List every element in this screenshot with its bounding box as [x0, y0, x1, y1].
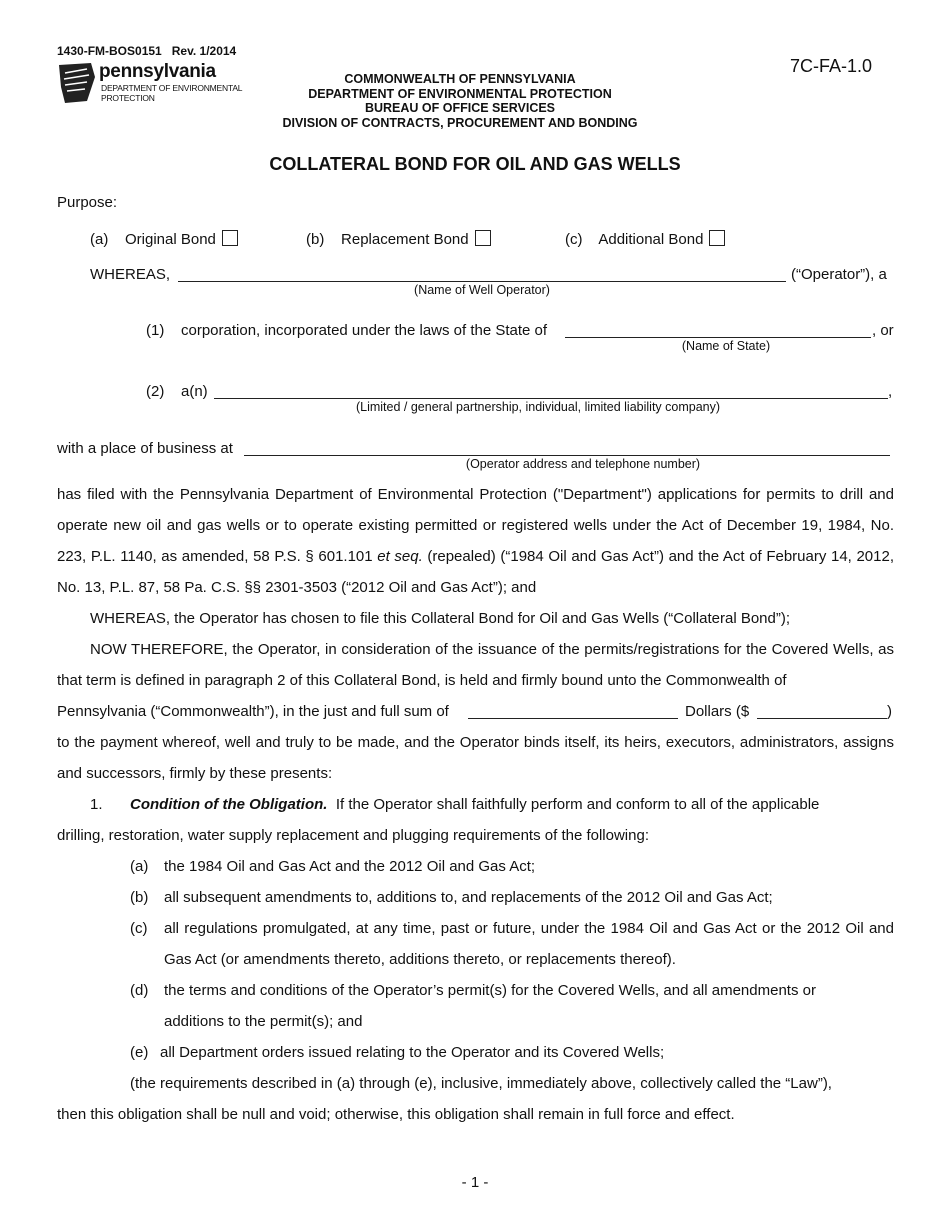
purpose-option-additional: [565, 230, 725, 248]
option-letter: (c): [565, 231, 583, 248]
option-label: Replacement Bond: [341, 231, 469, 248]
agency-line: DEPARTMENT OF ENVIRONMENTAL PROTECTION: [308, 86, 612, 101]
item-text: the terms and conditions of the Operator’s permit(s) for the Covered Wells, and all amendments or additions to the permit(s); and: [164, 982, 816, 1030]
option-letter: (b): [306, 231, 325, 248]
option2-number: (2): [146, 383, 165, 400]
original-bond-checkbox[interactable]: [222, 230, 238, 246]
state-caption: (Name of State): [681, 339, 771, 353]
page-title: COLLATERAL BOND FOR OIL AND GAS WELLS: [269, 154, 681, 174]
entity-type-field[interactable]: [214, 385, 888, 399]
logo-wordmark: pennsylvania: [99, 61, 216, 82]
recital-emphasis: et seq.: [377, 548, 423, 565]
agency-line: DIVISION OF CONTRACTS, PROCUREMENT AND BONDING: [282, 115, 638, 130]
whereas-label: WHEREAS,: [90, 266, 171, 283]
place-label: with a place of business at: [57, 440, 233, 457]
logo-department: [101, 83, 242, 103]
option2-suffix: ,: [888, 383, 893, 400]
now-therefore-paragraph: NOW THEREFORE, the Operator, in consideration of the issuance of the permits/registrations for the Covered Wells, as that term is defined in paragraph 2 of this Collateral Bond, is held and firmly bound unto the Commonwealth of: [57, 641, 894, 689]
option1-number: (1): [146, 322, 165, 339]
item-text: all regulations promulgated, at any time, past or future, under the 1984 Oil and Gas Act or the 2012 Oil and Gas Act (or amendments thereto, additions thereto, or replacements thereof).: [164, 920, 894, 968]
item-letter: (c): [130, 920, 148, 937]
item-text: all subsequent amendments to, additions to, and replacements of the 2012 Oil and Gas Act;: [164, 889, 773, 906]
operator-name-field[interactable]: [178, 268, 786, 282]
section-1-text: If the Operator shall faithfully perform and conform to all of the applicable: [335, 796, 820, 813]
operator-suffix: (“Operator”), a: [791, 266, 887, 283]
section-1-text-cont: drilling, restoration, water supply replacement and plugging requirements of the following:: [57, 827, 649, 844]
document-number: 7C-FA-1.0: [790, 56, 873, 76]
section-1-heading: Condition of the Obligation.: [130, 796, 328, 813]
sum-amount-field[interactable]: [757, 705, 887, 719]
purpose-option-replacement: [306, 230, 491, 248]
agency-line: BUREAU OF OFFICE SERVICES: [364, 101, 556, 116]
operator-address-field[interactable]: [244, 442, 890, 456]
form-number: 1430-FM-BOS0151: [57, 44, 162, 58]
dollars-close: ): [887, 703, 892, 720]
form-revision: Rev. 1/2014: [171, 44, 237, 58]
closing-line-2: then this obligation shall be null and void; otherwise, this obligation shall remain in full force and effect.: [57, 1106, 735, 1123]
section-1-number: 1.: [90, 796, 103, 813]
section-1-body: [130, 796, 819, 813]
closing-line-1: (the requirements described in (a) through (e), inclusive, immediately above, collectively called the “Law”),: [130, 1075, 832, 1092]
agency-block: [230, 72, 690, 130]
page-number: - 1 -: [461, 1174, 489, 1191]
address-caption: (Operator address and telephone number): [465, 457, 701, 471]
recital-text: has filed with the Pennsylvania Department of Environmental Protection ("Department") applications for permits to drill and operate new oil and gas wells or to operate existing permitted or registered wells under the Act of December 19, 1984, No. 223, P.L. 1140, as amended, 58 P.S. § 601.101: [57, 486, 894, 565]
option-label: Original Bond: [125, 231, 216, 248]
option-letter: (a): [90, 231, 109, 248]
operator-name-caption: (Name of Well Operator): [414, 283, 550, 297]
state-field[interactable]: [565, 324, 871, 338]
keystone-leaf-icon: [57, 61, 97, 105]
recital-text-cont: (repealed) (“1984 Oil and Gas Act”) and the Act of February 14, 2012, No. 13, P.L. 87, 58 Pa. C.S. §§ 2301-3503 (“2012 Oil and Gas Act”); and: [57, 548, 895, 596]
dollars-label: Dollars ($: [685, 703, 750, 720]
logo-dept-line2: PROTECTION: [101, 93, 155, 103]
option1-suffix: , or: [872, 322, 894, 339]
sum-label: Pennsylvania (“Commonwealth”), in the just and full sum of: [57, 703, 449, 720]
item-letter: (e): [130, 1044, 149, 1061]
replacement-bond-checkbox[interactable]: [475, 230, 491, 246]
item-letter: (a): [130, 858, 149, 875]
additional-bond-checkbox[interactable]: [709, 230, 725, 246]
item-letter: (d): [130, 982, 149, 999]
option-label: Additional Bond: [598, 231, 704, 248]
pa-dep-logo: [57, 61, 252, 105]
option1-text: corporation, incorporated under the laws of the State of: [181, 322, 548, 339]
item-text: all Department orders issued relating to the Operator and its Covered Wells;: [160, 1044, 665, 1061]
entity-type-caption: (Limited / general partnership, individual, limited liability company): [355, 400, 721, 414]
purpose-label: Purpose:: [57, 194, 118, 211]
item-letter: (b): [130, 889, 149, 906]
logo-dept-line1: DEPARTMENT OF ENVIRONMENTAL: [101, 83, 243, 93]
form-id: [57, 44, 236, 58]
sum-words-field[interactable]: [468, 705, 678, 719]
item-text: the 1984 Oil and Gas Act and the 2012 Oil and Gas Act;: [164, 858, 536, 875]
payment-paragraph: to the payment whereof, well and truly to be made, and the Operator binds itself, its heirs, executors, administrators, assigns and successors, firmly by these presents:: [57, 734, 894, 782]
whereas-chosen: WHEREAS, the Operator has chosen to file this Collateral Bond for Oil and Gas Wells (“Collateral Bond”);: [90, 610, 791, 627]
recital-paragraph: [57, 479, 894, 603]
option2-text: a(n): [181, 383, 208, 400]
purpose-option-original: [90, 230, 238, 248]
agency-line: COMMONWEALTH OF PENNSYLVANIA: [344, 72, 576, 86]
